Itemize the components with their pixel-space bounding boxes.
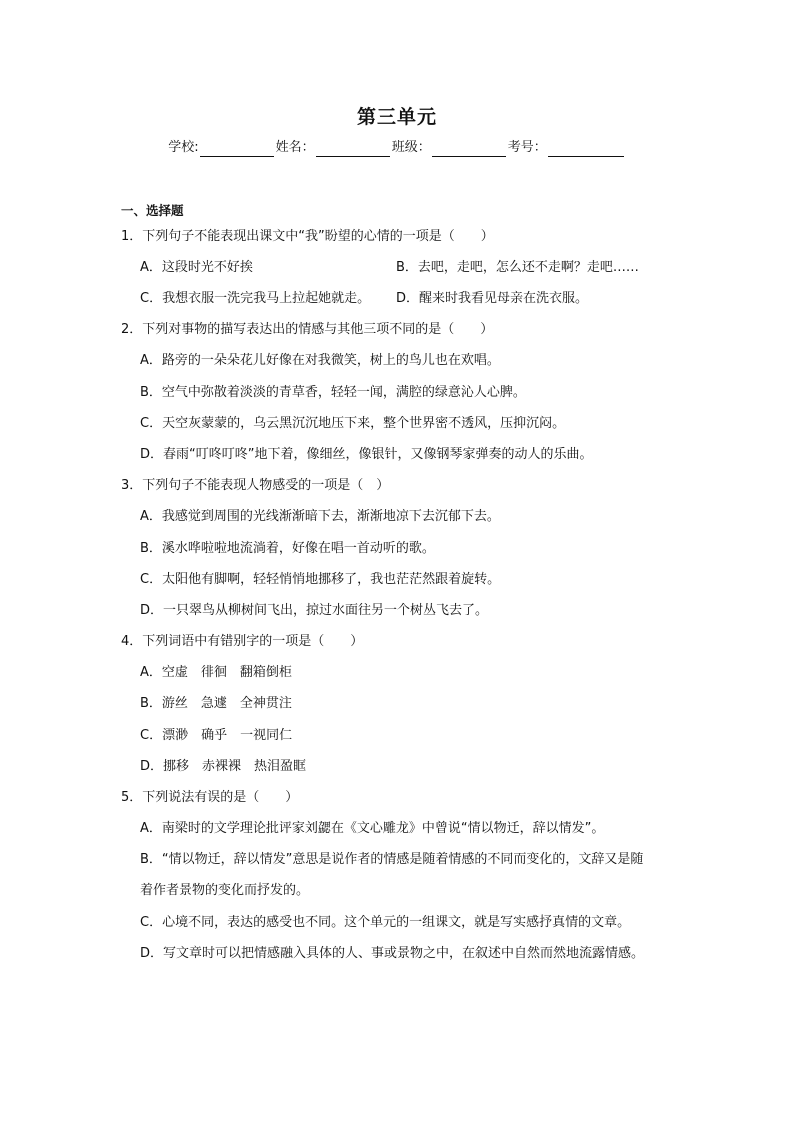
option-d: D．春雨“叮咚叮咚”地下着，像细丝，像银针，又像钢琴家弹奏的动人的乐曲。 — [140, 447, 593, 462]
option-c: C．我想衣服一洗完我马上拉起她就走。 — [140, 291, 371, 306]
question-stem: 2．下列对事物的描写表达出的情感与其他三项不同的是（ ） — [121, 322, 494, 337]
option-b: B．空气中弥散着淡淡的青草香，轻轻一闻，满腔的绿意沁人心脾。 — [140, 385, 526, 400]
name-label: 姓名： — [275, 140, 315, 155]
option-b: B．溪水哗啦啦地流淌着，好像在唱一首动听的歌。 — [140, 541, 435, 556]
class-blank[interactable] — [432, 142, 506, 157]
school-label: 学校: — [168, 140, 199, 155]
option-a: A．我感觉到周围的光线渐渐暗下去，渐渐地凉下去沉郁下去。 — [140, 509, 500, 524]
question-stem: 4．下列词语中有错别字的一项是（ ） — [121, 634, 364, 649]
school-blank[interactable] — [200, 142, 274, 157]
section-heading: 一、选择题 — [121, 203, 184, 218]
option-a: A．空虚 徘徊 翻箱倒柜 — [140, 665, 292, 680]
option-c: C．心境不同，表达的感受也不同。这个单元的一组课文，就是写实感抒真情的文章。 — [140, 915, 631, 930]
page-title: 第三单元 — [356, 106, 437, 128]
option-c: C．漂渺 确乎 一视同仁 — [140, 728, 293, 743]
option-c: C．太阳他有脚啊，轻轻悄悄地挪移了，我也茫茫然跟着旋转。 — [140, 572, 501, 587]
option-a: A．南梁时的文学理论批评家刘勰在《文心雕龙》中曾说“情以物迁，辞以情发”。 — [140, 821, 605, 836]
option-b: B．游丝 急遽 全神贯注 — [140, 696, 292, 711]
option-d: D．醒来时我看见母亲在洗衣服。 — [396, 291, 589, 306]
option-b-continued: 着作者景物的变化而抒发的。 — [140, 883, 310, 898]
question-stem: 1．下列句子不能表现出课文中“我”盼望的心情的一项是（ ） — [121, 229, 494, 244]
question-stem: 3．下列句子不能表现人物感受的一项是（ ） — [121, 478, 390, 493]
name-blank[interactable] — [316, 142, 390, 157]
student-info-line — [0, 139, 794, 157]
exam-number-blank[interactable] — [548, 142, 624, 157]
option-d: D．一只翠鸟从柳树间飞出，掠过水面往另一个树丛飞去了。 — [140, 603, 489, 618]
option-b: B．“情以物迁，辞以情发”意思是说作者的情感是随着情感的不同而变化的，文辞又是随 — [140, 852, 644, 867]
exam-number-label: 考号： — [507, 140, 547, 155]
option-c: C．天空灰蒙蒙的，乌云黑沉沉地压下来，整个世界密不透风，压抑沉闷。 — [140, 416, 566, 431]
question-stem: 5．下列说法有误的是（ ） — [121, 790, 299, 805]
option-d: D．写文章时可以把情感融入具体的人、事或景物之中，在叙述中自然而然地流露情感。 — [140, 946, 645, 961]
option-a: A．路旁的一朵朵花儿好像在对我微笑，树上的鸟儿也在欢唱。 — [140, 353, 500, 368]
class-label: 班级： — [391, 140, 431, 155]
option-a: A．这段时光不好挨 — [140, 260, 253, 275]
option-d: D．挪移 赤裸裸 热泪盈眶 — [140, 759, 307, 774]
option-b: B．去吧，走吧，怎么还不走啊？走吧…… — [396, 260, 639, 275]
